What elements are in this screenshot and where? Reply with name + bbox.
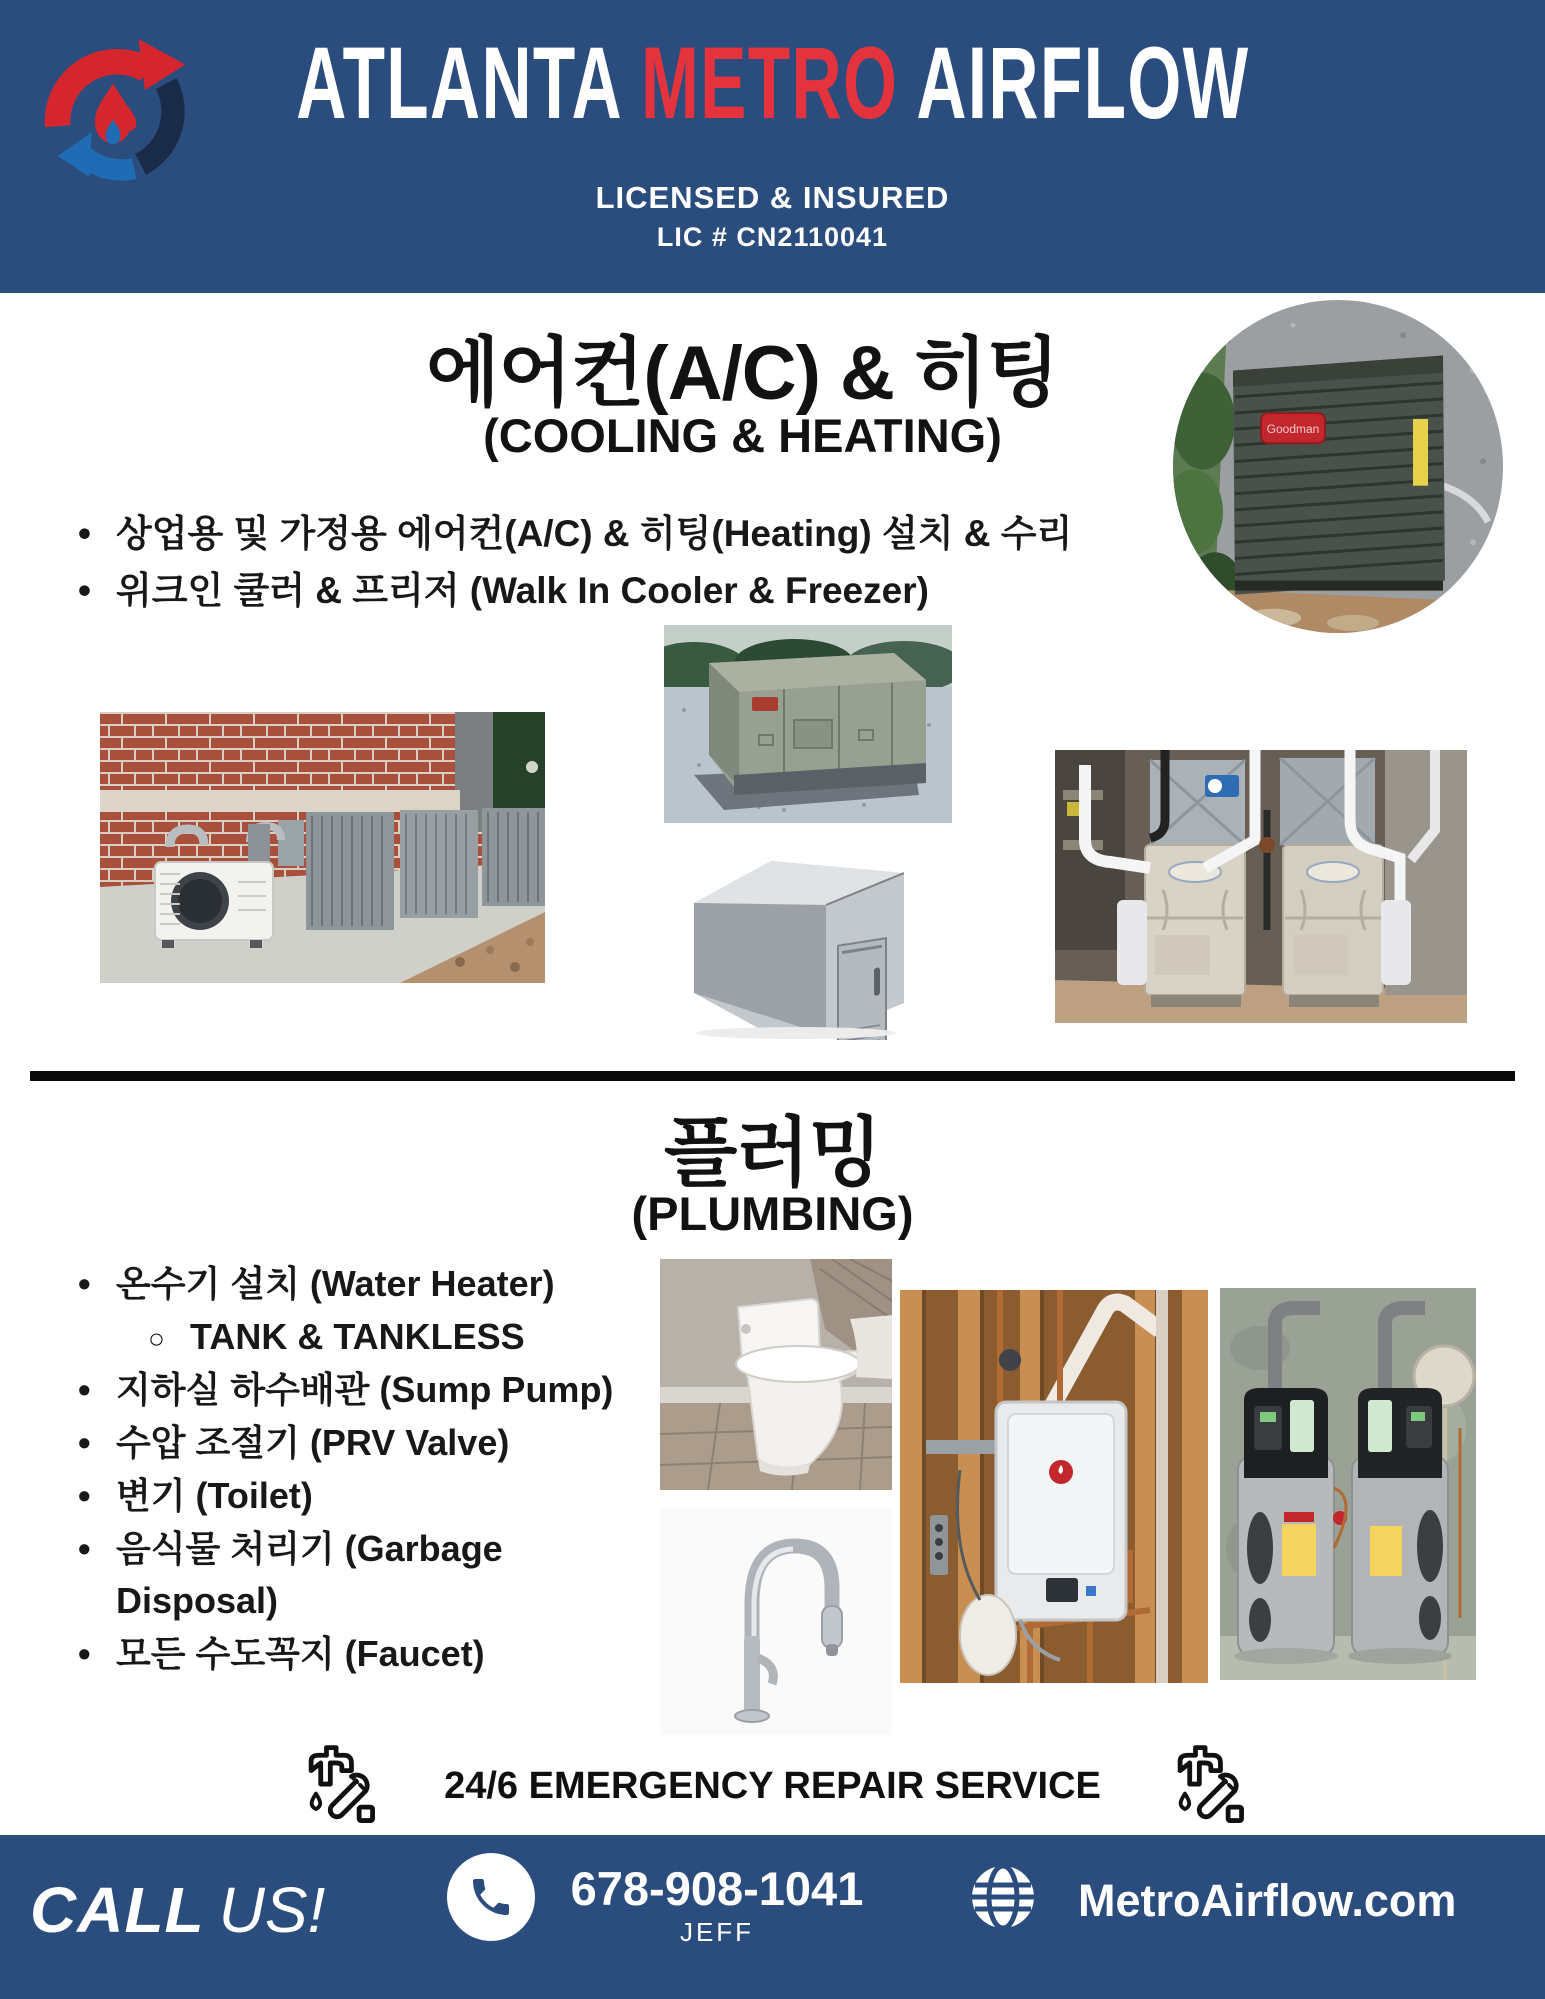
plumbing-bullet-prv-valve: • 수압 조절기 (PRV Valve) [72,1417,650,1469]
plumbing-bullet-toilet: • 변기 (Toilet) [72,1470,650,1522]
header-banner [0,0,1545,293]
plumbing-title-english: (PLUMBING) [631,1187,914,1240]
cooling-title-korean: 에어컨(A/C) & 히팅 [426,331,1059,416]
section-divider [30,1071,1515,1081]
toilet-photo [660,1259,892,1490]
walk-in-cooler-photo [666,843,930,1040]
licensed-insured-text: LICENSED & INSURED [595,180,950,215]
footer-banner [0,1835,1545,1999]
tankless-water-heater-photo [900,1290,1208,1683]
globe-icon [963,1857,1043,1937]
plumbing-bullet-list [72,1258,650,1681]
company-name [0,26,1545,140]
plumbing-bullet-water-heater: • 온수기 설치 (Water Heater) [72,1258,650,1310]
brand-word-airflow: AIRFLOW [915,26,1250,140]
cooling-title-english: (COOLING & HEATING) [483,409,1002,462]
phone-icon [447,1853,535,1941]
goodman-condenser-photo [1173,300,1503,633]
brand-word-atlanta: ATLANTA [295,26,621,140]
water-heaters-photo [1220,1288,1476,1680]
faucet-wrench-icon [290,1738,386,1834]
emergency-banner [0,1736,1545,1836]
cooling-bullet-walkin-cooler: • 위크인 쿨러 & 프리저 (Walk In Cooler & Freezer) [72,562,1152,619]
website-url: MetroAirflow.com [1078,1875,1457,1926]
brand-word-metro: METRO [640,26,898,140]
call-word: CALL [30,1874,205,1946]
contact-name: JEFF [679,1917,755,1947]
phone-number: 678-908-1041 [570,1862,864,1915]
emergency-text: 24/6 EMERGENCY REPAIR SERVICE [444,1764,1101,1807]
us-word: US! [218,1874,326,1946]
outdoor-ac-units-photo [100,712,545,983]
license-number: LIC # CN2110041 [656,222,889,252]
plumbing-bullet-tank-tankless: ○ TANK & TANKLESS [72,1311,650,1363]
cooling-bullet-install-repair: • 상업용 및 가정용 에어컨(A/C) & 히팅(Heating) 설치 & 수리 [72,505,1152,562]
faucet-photo [660,1508,892,1735]
plumbing-bullet-garbage-disposal: • 음식물 처리기 (Garbage Disposal) [72,1523,650,1627]
call-us-text [30,1873,325,1947]
plumbing-bullet-faucet: • 모든 수도꼭지 (Faucet) [72,1628,650,1680]
cooling-bullet-list [72,505,1152,619]
svg-text:Goodman: Goodman [1266,422,1320,437]
furnace-installation-photo [1055,750,1467,1023]
rooftop-unit-photo [664,625,952,823]
faucet-wrench-icon [1159,1738,1255,1834]
plumbing-bullet-sump-pump: • 지하실 하수배관 (Sump Pump) [72,1364,650,1416]
plumbing-title-korean: 플러밍 [663,1111,882,1196]
